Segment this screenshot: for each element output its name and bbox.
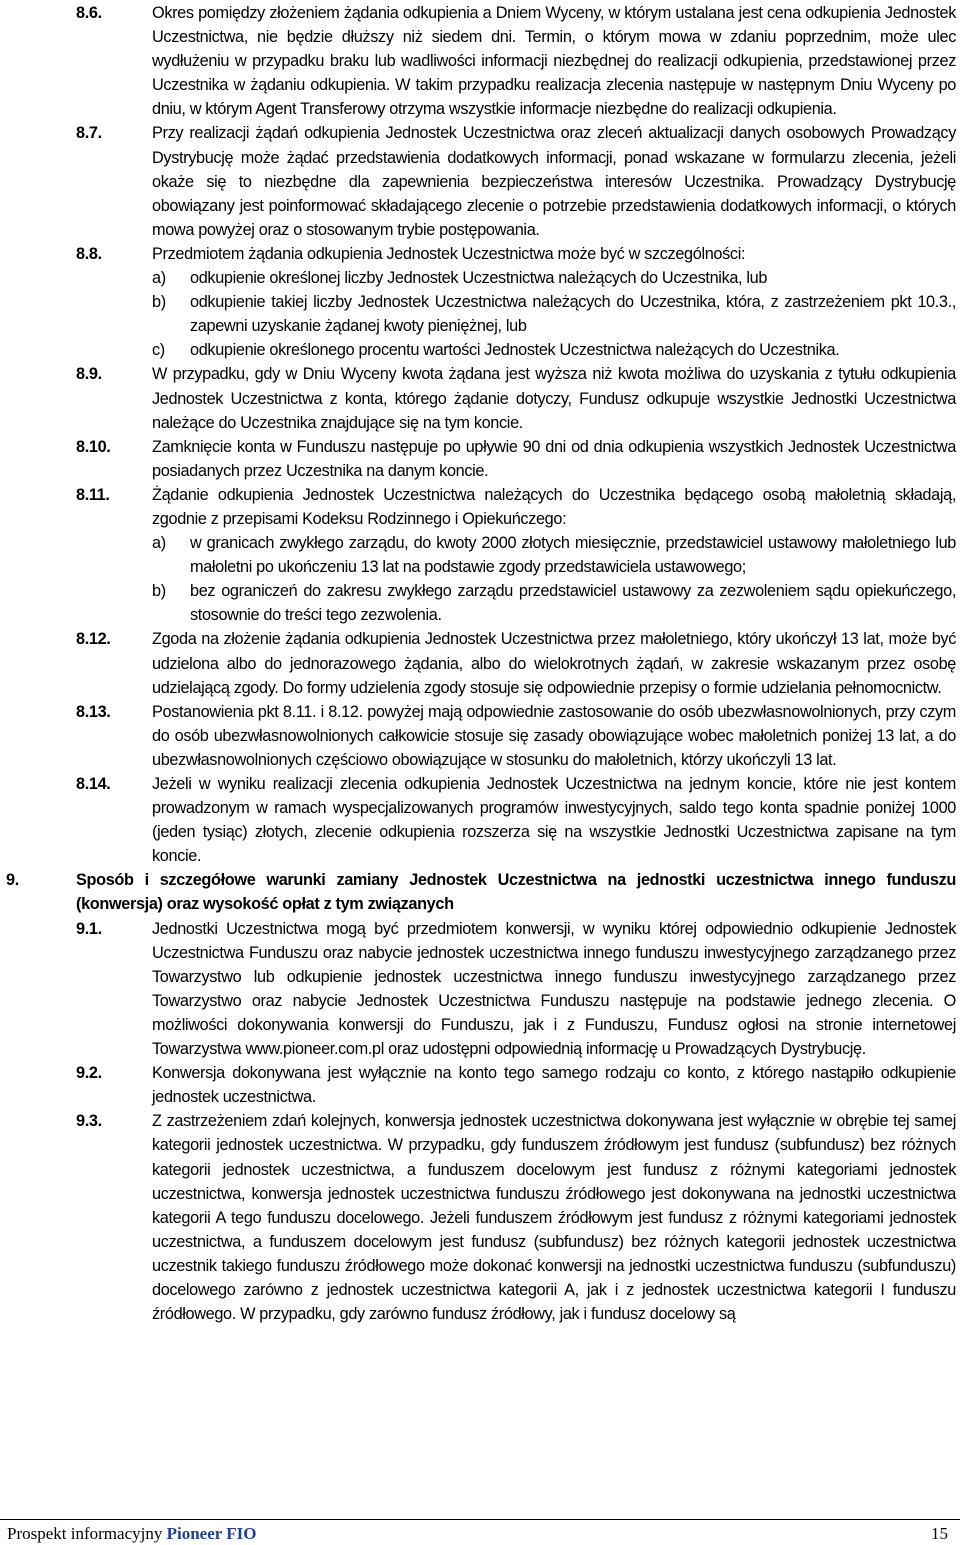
chapter-heading: [0, 868, 956, 916]
section-body: [152, 483, 956, 628]
section-list: [152, 531, 956, 627]
section-8-12: [76, 627, 956, 699]
section-number: 8.13.: [76, 702, 111, 721]
section-body: [152, 1, 956, 121]
footer-prefix: Prospekt informacyjny: [7, 1524, 167, 1543]
section-paragraph: Jeżeli w wyniku realizacji zlecenia odkupienia Jednostek Uczestnictwa na jednym koncie, które nie jest kontem prowadzonym w ramach wyspecjalizowanych programów inwestycyjnych, saldo tego konta spadnie poniżej 1000 (jeden tysiąc) złotych, zlecenie odkupienia rozszerza się na wszystkie Jednostki Uczestnictwa zapisane na tym koncie.: [152, 775, 956, 866]
section-9-1: [76, 917, 956, 1062]
section-9-3: [76, 1109, 956, 1326]
section-list: [152, 266, 956, 362]
list-item-label: b): [152, 293, 166, 312]
list-item: [152, 290, 956, 338]
list-item-text: bez ograniczeń do zakresu zwykłego zarządu przedstawiciel ustawowy za zezwoleniem sądu opiekuńczego, stosownie do treści tego zezwolenia.: [190, 582, 956, 625]
section-8-8: [76, 242, 956, 362]
section-body: [152, 435, 956, 483]
section-number: 8.12.: [76, 630, 111, 649]
section-body: [152, 1061, 956, 1109]
section-number: 8.6.: [76, 4, 102, 22]
section-paragraph: Okres pomiędzy złożeniem żądania odkupienia a Dniem Wyceny, w którym ustalana jest cena odkupienia Jednostek Uczestnictwa, nie będzie dłuższy niż siedem dni. Termin, o którym mowa w zdaniu poprzednim, może ulec wydłużeniu w przypadku braku lub wadliwości informacji niezbędnej do realizacji odkupienia, przedstawionej przez Uczestnika w żądaniu odkupienia. W takim przypadku realizacja zlecenia następuje w następnym Dniu Wyceny po dniu, w którym Agent Transferowy otrzyma wszystkie informacje niezbędne do realizacji odkupienia.: [152, 4, 956, 119]
section-8-13: [76, 700, 956, 772]
section-8-14: [76, 772, 956, 868]
footer-title: [7, 1524, 256, 1544]
section-paragraph: Zgoda na złożenie żądania odkupienia Jednostek Uczestnictwa przez małoletniego, który ukończył 13 lat, może być udzielona albo do jednorazowego żądania, albo do wielokrotnych żądań, w zakresie wskazanym przez osobę udzielającą zgody. Do formy udzielenia zgody stosuje się odpowiednie przepisy o formie udzielania pełnomocnictw.: [152, 630, 956, 697]
section-paragraph: Żądanie odkupienia Jednostek Uczestnictwa należących do Uczestnika będącego osobą małoletnią składają, zgodnie z przepisami Kodeksu Rodzinnego i Opiekuńczego:: [152, 485, 956, 528]
section-number: 8.9.: [76, 365, 102, 384]
section-8-7: [76, 121, 956, 241]
section-number: 8.11.: [76, 485, 110, 504]
section-number: 8.8.: [76, 244, 102, 263]
list-item: [152, 531, 956, 579]
list-item-label: b): [152, 582, 166, 601]
page-footer: [0, 1519, 960, 1545]
section-paragraph: Konwersja dokonywana jest wyłącznie na konto tego samego rodzaju co konto, z którego nastąpiło odkupienie jednostek uczestnictwa.: [152, 1064, 956, 1107]
section-number: 8.14.: [76, 775, 111, 793]
section-paragraph: Przy realizacji żądań odkupienia Jednostek Uczestnictwa oraz zleceń aktualizacji danych osobowych Prowadzący Dystrybucję może żądać przedstawienia dodatkowych informacji, ponad wskazane w formularzu zlecenia, jeżeli okaże się to niezbędne dla zapewnienia bezpieczeństwa interesów Uczestnika. Prowadzący Dystrybucję obowiązany jest poinformować składającego zlecenie o potrzebie przedstawienia dodatkowych informacji, o których mowa powyżej oraz o stosowanym trybie postępowania.: [152, 124, 956, 239]
section-body: [152, 362, 956, 434]
section-number: 9.1.: [76, 919, 102, 938]
chapter-title: Sposób i szczegółowe warunki zamiany Jednostek Uczestnictwa na jednostki uczestnictwa innego funduszu (konwersja) oraz wysokość opłat z tym związanych: [76, 871, 956, 914]
section-8-9: [76, 362, 956, 434]
section-paragraph: Postanowienia pkt 8.11. i 8.12. powyżej mają odpowiednie zastosowanie do osób ubezwłasnowolnionych, przy czym do osób ubezwłasnowolnionych całkowicie stosuje się zasady obowiązujące wobec małoletnich poniżej 13 lat, a do ubezwłasnowolnionych częściowo obowiązujące w stosunku do małoletnich, którzy ukończyli 13 lat.: [152, 702, 956, 769]
section-body: [152, 121, 956, 241]
section-8-11: [76, 483, 956, 628]
section-paragraph: W przypadku, gdy w Dniu Wyceny kwota żądana jest wyższa niż kwota możliwa do uzyskania z tytułu odkupienia Jednostek Uczestnictwa z konta, którego żądanie dotyczy, Fundusz odkupuje wszystkie Jednostki Uczestnictwa należące do Uczestnika znajdujące się na tym koncie.: [152, 365, 956, 432]
section-paragraph: Z zastrzeżeniem zdań kolejnych, konwersja jednostek uczestnictwa dokonywana jest wyłącznie w obrębie tej samej kategorii jednostek uczestnictwa. W przypadku, gdy funduszem źródłowym jest fundusz (subfundusz) bez różnych kategorii jednostek uczestnictwa, a funduszem docelowym jest fundusz z różnymi kategoriami jednostek uczestnictwa, konwersja jednostek uczestnictwa funduszu źródłowego jest dokonywana na jednostki uczestnictwa kategorii A tego funduszu docelowego. Jeżeli funduszem źródłowym jest fundusz z różnymi kategoriami jednostek uczestnictwa, a funduszem docelowym jest fundusz (subfundusz) bez różnych kategorii jednostek uczestnictwa uczestnik takiego funduszu źródłowego może dokonać konwersji na jednostki uczestnictwa funduszu (subfunduszu) docelowego zarówno z jednostek uczestnictwa kategorii A, jak i z jednostek uczestnictwa kategorii I funduszu źródłowego. W przypadku, gdy zarówno fundusz źródłowy, jak i fundusz docelowy są: [152, 1112, 956, 1324]
list-item-text: w granicach zwykłego zarządu, do kwoty 2000 złotych miesięcznie, przedstawiciel ustawowy małoletniego lub małoletni po ukończeniu 13 lat na podstawie zgody przedstawiciela ustawowego;: [190, 534, 956, 577]
section-number: 8.10.: [76, 437, 111, 456]
section-body: [152, 772, 956, 868]
section-8-10: [76, 435, 956, 483]
list-item-label: a): [152, 534, 166, 553]
list-item-text: odkupienie określonego procentu wartości Jednostek Uczestnictwa należących do Uczestnika.: [190, 341, 840, 360]
list-item-label: c): [152, 341, 165, 360]
list-item-label: a): [152, 269, 166, 288]
section-body: [152, 242, 956, 362]
section-number: 9.3.: [76, 1112, 102, 1131]
list-item-text: odkupienie określonej liczby Jednostek Uczestnictwa należących do Uczestnika, lub: [190, 269, 768, 288]
section-9-2: [76, 1061, 956, 1109]
list-item: [152, 579, 956, 627]
section-number: 9.2.: [76, 1064, 102, 1083]
list-item: [152, 338, 956, 362]
list-item: [152, 266, 956, 290]
section-8-6: [76, 1, 956, 121]
chapter-number: 9.: [6, 871, 19, 890]
page-number: 15: [931, 1524, 948, 1543]
footer-brand: Pioneer FIO: [166, 1524, 257, 1543]
list-item-text: odkupienie takiej liczby Jednostek Uczestnictwa należących do Uczestnika, która, z zastrzeżeniem pkt 10.3., zapewni uzyskanie żądanej kwoty pieniężnej, lub: [190, 293, 956, 336]
section-paragraph: Jednostki Uczestnictwa mogą być przedmiotem konwersji, w wyniku której odpowiednio odkupienie Jednostek Uczestnictwa Funduszu oraz nabycie jednostek uczestnictwa innego funduszu inwestycyjnego zarządzanego przez Towarzystwo lub odkupienie jednostek uczestnictwa innego funduszu inwestycyjnego zarządzanego przez Towarzystwo oraz nabycie Jednostek Uczestnictwa Funduszu następuje na podstawie jednego zlecenia. O możliwości dokonywania konwersji do Funduszu, jak i z Funduszu, Fundusz ogłosi na stronie internetowej Towarzystwa www.pioneer.com.pl oraz udostępni odpowiednią informację u Prowadzących Dystrybucję.: [152, 919, 956, 1059]
section-body: [152, 700, 956, 772]
section-paragraph: Zamknięcie konta w Funduszu następuje po upływie 90 dni od dnia odkupienia wszystkich Jednostek Uczestnictwa posiadanych przez Uczestnika na danym koncie.: [152, 437, 956, 480]
section-body: [152, 627, 956, 699]
document-content: [0, 1, 960, 1326]
section-body: [152, 1109, 956, 1326]
section-paragraph: Przedmiotem żądania odkupienia Jednostek Uczestnictwa może być w szczególności:: [152, 244, 746, 263]
section-number: 8.7.: [76, 124, 102, 143]
section-body: [152, 917, 956, 1062]
